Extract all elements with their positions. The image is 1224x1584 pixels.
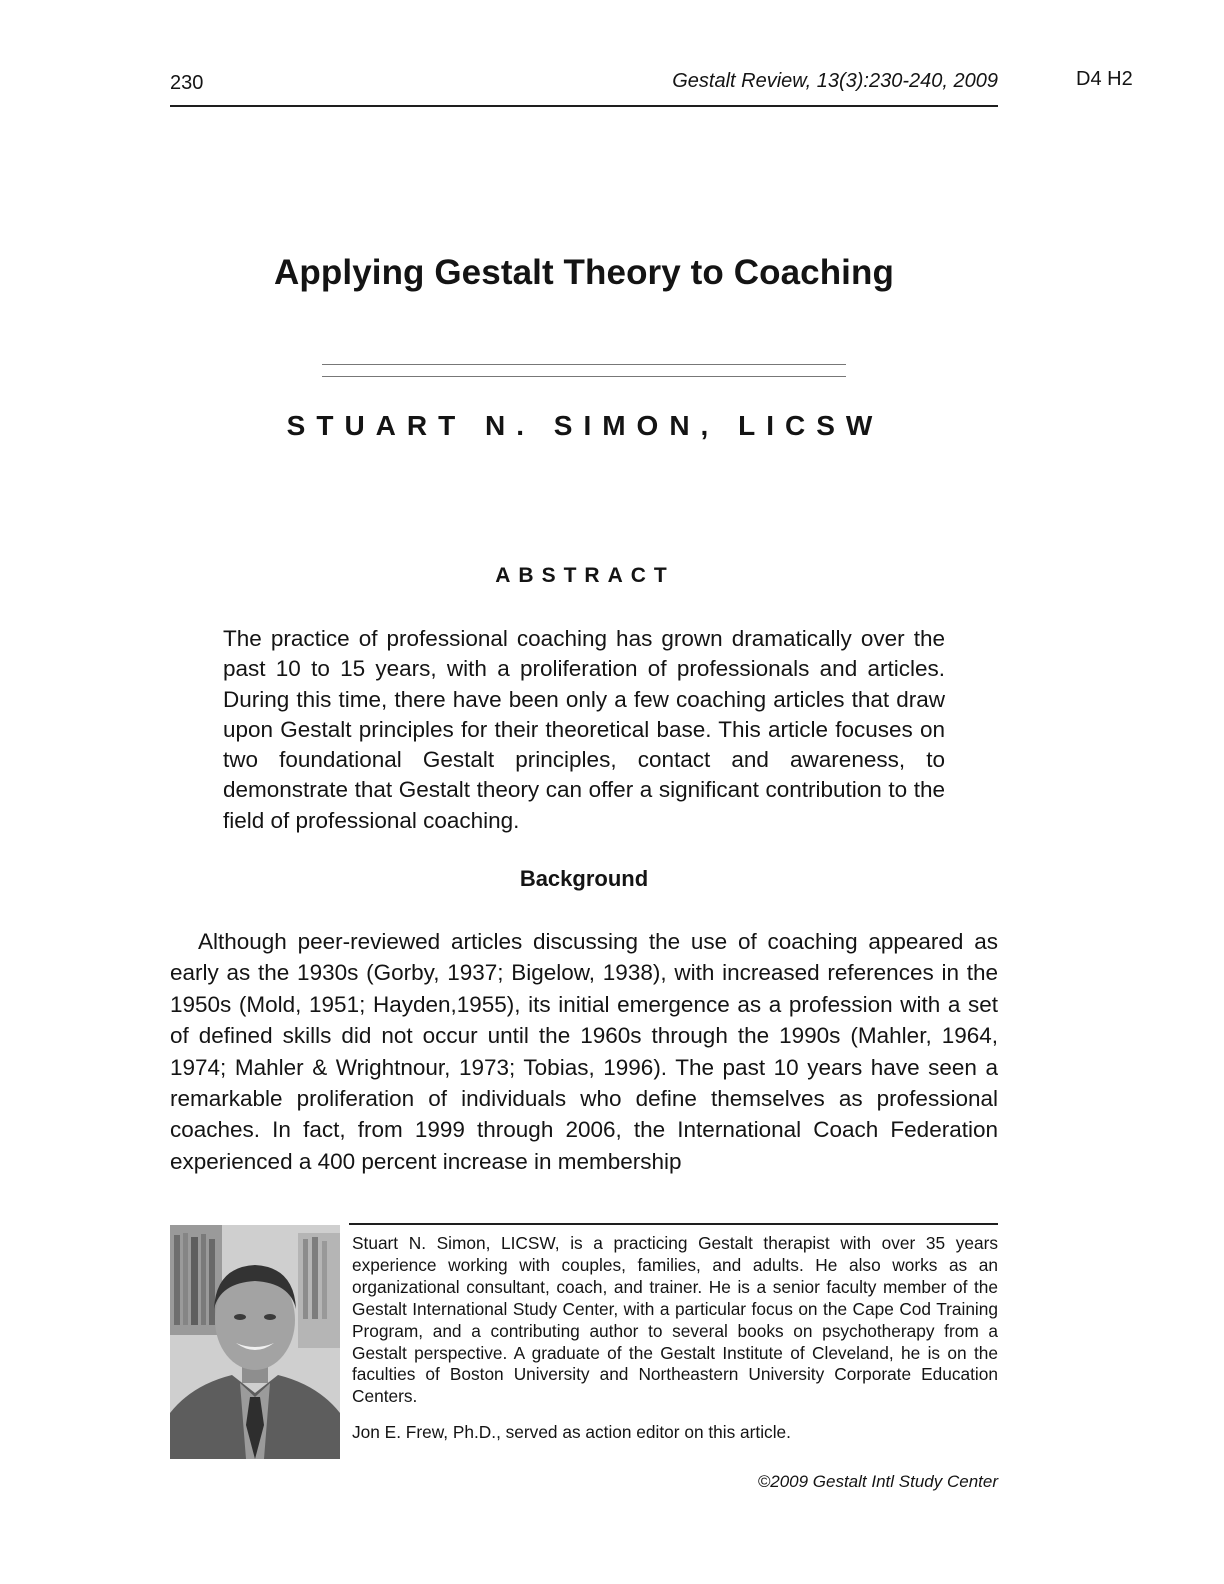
section-heading-background: Background	[519, 866, 649, 891]
author-photo	[170, 1225, 340, 1459]
page-number: 230	[170, 72, 204, 94]
author-bio: Stuart N. Simon, LICSW, is a practicing Gestalt therapist with over 35 years experience working with couples, families, and adults. He also works as an organizational consultant, coach, and trainer. He is a senior faculty member of the Gestalt International Study Center, with a particular focus on the Cape Cod Training Program, and a contributing author to several books on psychotherapy from a Gestalt perspective. A graduate of the Gestalt Institute of Cleveland, he is on the faculties of Boston University and Northeastern University Corporate Education Centers.	[352, 1233, 998, 1407]
header-divider	[170, 105, 998, 107]
title-divider-bottom	[322, 376, 846, 377]
background-paragraph: Although peer-reviewed articles discussing the use of coaching appeared as early as the 1930s (Gorby, 1937; Bigelow, 1938), with increased references in the 1950s (Mold, 1951; Hayden,1955), its initial emergence as a profession with a set of defined skills did not occur until the 1960s through the 1990s (Mahler, 1964, 1974; Mahler & Wrightnour, 1973; Tobias, 1996). The past 10 years have seen a remarkable proliferation of individuals who define themselves as professional coaches. In fact, from 1999 through 2006, the International Coach Federation experienced a 400 percent increase in membership	[170, 929, 998, 1174]
author-portrait-illustration	[170, 1225, 340, 1459]
editor-note: Jon E. Frew, Ph.D., served as action editor on this article.	[352, 1422, 791, 1442]
abstract-heading: ABSTRACT	[495, 564, 675, 587]
title-divider-top	[322, 364, 846, 365]
footnote-divider	[349, 1223, 998, 1225]
document-code: D4 H2	[1076, 68, 1133, 90]
copyright-notice: ©2009 Gestalt Intl Study Center	[757, 1472, 998, 1491]
author-name: STUART N. SIMON, LICSW	[286, 410, 884, 441]
abstract-text: The practice of professional coaching has grown dramatically over the past 10 to 15 years, with a proliferation of professionals and articles. During this time, there have been only a few coaching articles that draw upon Gestalt principles for their theoretical base. This article focuses on two foundational Gestalt principles, contact and awareness, to demonstrate that Gestalt theory can offer a significant contribution to the field of professional coaching.	[223, 626, 945, 833]
article-title: Applying Gestalt Theory to Coaching	[274, 253, 894, 292]
journal-reference: Gestalt Review, 13(3):230-240, 2009	[672, 70, 998, 92]
